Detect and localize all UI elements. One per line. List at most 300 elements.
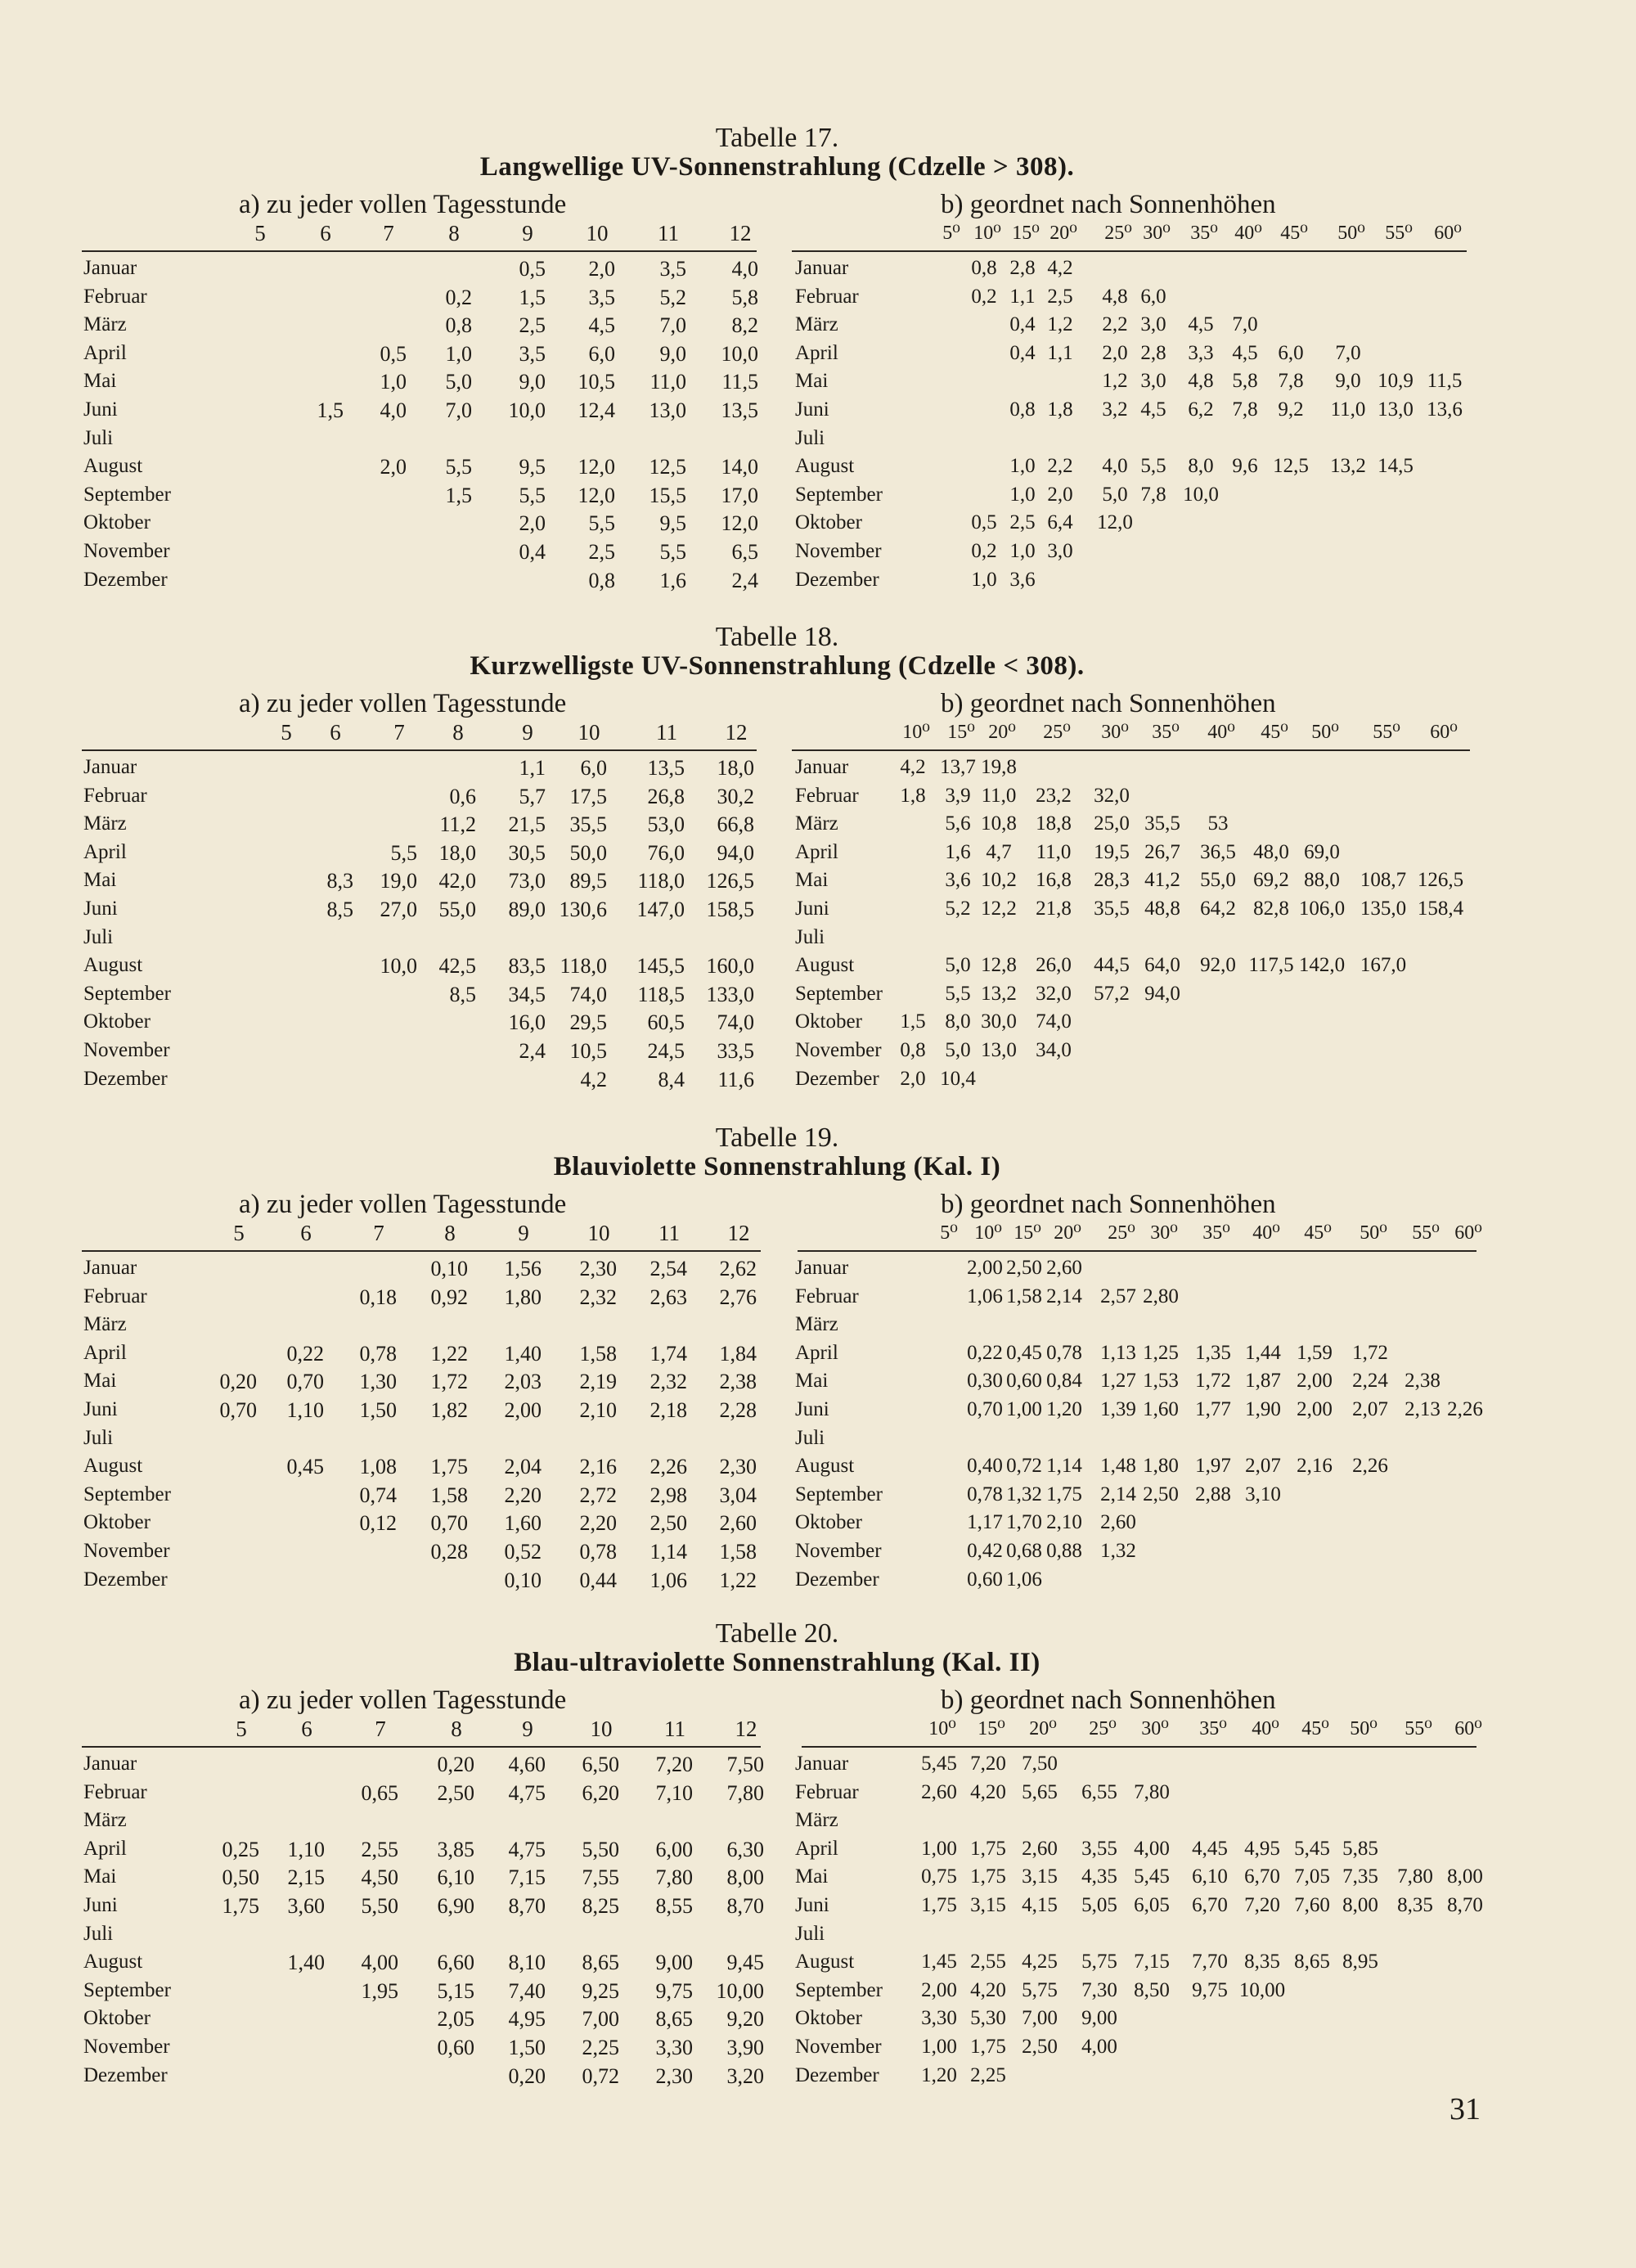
table-cell: 5,5 — [390, 840, 417, 865]
table-cell: 1,13 — [1100, 1341, 1136, 1364]
table-cell: 35,5 — [569, 812, 607, 837]
table-cell: 10,00 — [716, 1978, 764, 2003]
altitude-column-header: 60⁰ — [1454, 1718, 1482, 1739]
month-label-left: Februar — [83, 784, 147, 807]
table-cell: 135,0 — [1360, 898, 1407, 920]
table-cell: 0,92 — [430, 1285, 468, 1309]
table-cell: 5,2 — [945, 898, 971, 920]
table-cell: 118,0 — [560, 954, 607, 979]
month-label-left: November — [83, 1039, 170, 1061]
table-caption: Tabelle 18. — [715, 622, 839, 652]
table-cell: 1,58 — [1006, 1285, 1042, 1307]
table-cell: 18,0 — [438, 840, 476, 865]
month-label-left: Oktober — [83, 2007, 151, 2030]
table-cell: 5,75 — [1081, 1951, 1117, 1973]
table-cell: 4,2 — [580, 1067, 607, 1091]
table-cell: 4,75 — [508, 1780, 546, 1805]
table-cell: 2,00 — [967, 1257, 1003, 1279]
table-cell: 8,95 — [1342, 1951, 1378, 1973]
table-cell: 3,15 — [1022, 1865, 1058, 1888]
table-cell: 53,0 — [647, 812, 685, 837]
month-label-right: Februar — [795, 1780, 859, 1803]
table-cell: 5,5 — [519, 483, 546, 507]
table-cell: 1,08 — [359, 1455, 397, 1479]
table-cell: 4,2 — [1047, 257, 1073, 279]
altitude-column-header: 10⁰ — [973, 223, 1001, 244]
table-cell: 4,60 — [508, 1753, 546, 1776]
month-label-left: März — [83, 1313, 127, 1336]
table-cell: 14,0 — [721, 455, 758, 479]
month-label-left: September — [83, 483, 171, 506]
table-cell: 5,5 — [1140, 455, 1166, 478]
hour-column-header: 7 — [373, 1221, 384, 1245]
table-cell: 0,4 — [1009, 313, 1036, 336]
table-cell: 2,57 — [1100, 1285, 1136, 1307]
month-label-left: August — [83, 455, 143, 478]
month-label-right: Juli — [795, 426, 825, 449]
hour-column-header: 11 — [664, 1717, 685, 1741]
table-cell: 5,85 — [1342, 1837, 1378, 1860]
table-cell: 1,35 — [1195, 1341, 1231, 1364]
table-cell: 8,70 — [1447, 1894, 1483, 1916]
table-cell: 7,15 — [1134, 1951, 1170, 1973]
month-label-right: Juni — [795, 398, 829, 421]
month-label-left: August — [83, 954, 143, 977]
table-cell: 3,2 — [1102, 398, 1128, 421]
table-cell: 4,5 — [1140, 398, 1166, 421]
table-cell: 8,10 — [508, 1951, 546, 1975]
month-label-left: April — [83, 1341, 127, 1364]
table-cell: 4,5 — [588, 313, 615, 338]
table-cell: 1,32 — [1100, 1540, 1136, 1562]
table-cell: 8,5 — [449, 982, 476, 1006]
page-number: 31 — [1449, 2092, 1481, 2126]
table-cell: 30,5 — [508, 840, 546, 865]
table-cell: 2,19 — [579, 1370, 617, 1394]
table-cell: 1,72 — [430, 1370, 468, 1394]
table-cell: 0,78 — [1046, 1341, 1082, 1364]
table-caption: Tabelle 17. — [715, 123, 839, 153]
table-cell: 2,24 — [1352, 1370, 1388, 1393]
table-cell: 2,50 — [1006, 1257, 1042, 1279]
altitude-column-header: 5⁰ — [940, 1222, 958, 1244]
table-cell: 5,45 — [921, 1753, 957, 1775]
table-cell: 13,0 — [649, 398, 686, 422]
table-cell: 133,0 — [706, 982, 754, 1006]
table-cell: 0,6 — [449, 784, 476, 808]
table-cell: 2,18 — [649, 1398, 687, 1422]
table-cell: 5,50 — [582, 1837, 619, 1861]
table-cell: 10,5 — [578, 370, 615, 394]
table-cell: 1,6 — [945, 840, 971, 863]
hour-column-header: 5 — [254, 221, 266, 245]
table-cell: 21,8 — [1036, 898, 1072, 920]
table-cell: 1,6 — [659, 568, 686, 592]
table-cell: 2,03 — [504, 1370, 542, 1394]
table-cell: 2,30 — [579, 1257, 617, 1280]
table-cell: 0,65 — [361, 1780, 398, 1805]
table-cell: 4,7 — [986, 840, 1012, 863]
month-label-left: November — [83, 2036, 170, 2058]
table-cell: 53 — [1207, 812, 1229, 835]
table-cell: 48,0 — [1253, 840, 1289, 863]
table-cell: 0,78 — [967, 1483, 1003, 1505]
table-cell: 1,95 — [361, 1978, 398, 2003]
altitude-column-header: 25⁰ — [1104, 223, 1132, 244]
month-label-left: Mai — [83, 370, 117, 393]
table-cell: 2,4 — [731, 568, 758, 592]
table-cell: 5,8 — [731, 285, 758, 309]
table-cell: 26,7 — [1144, 840, 1180, 863]
table-cell: 6,0 — [1278, 341, 1304, 364]
table-cell: 12,8 — [981, 954, 1017, 977]
table-cell: 8,00 — [1447, 1865, 1483, 1888]
table-cell: 19,5 — [1094, 840, 1130, 863]
hour-column-header: 9 — [522, 720, 533, 745]
table-cell: 1,80 — [1143, 1455, 1179, 1478]
table-cell: 1,90 — [1245, 1398, 1281, 1420]
table-cell: 6,5 — [731, 540, 758, 564]
table-cell: 2,0 — [1047, 483, 1073, 506]
month-label-right: August — [795, 455, 855, 478]
table-cell: 2,5 — [1047, 285, 1073, 308]
table-cell: 10,5 — [569, 1039, 607, 1063]
table-cell: 4,95 — [1244, 1837, 1280, 1860]
table-cell: 1,14 — [649, 1540, 687, 1564]
table-cell: 3,15 — [970, 1894, 1006, 1916]
table-cell: 5,65 — [1022, 1780, 1058, 1803]
table-cell: 27,0 — [380, 898, 417, 921]
table-cell: 8,70 — [726, 1894, 764, 1918]
table-cell: 0,60 — [1006, 1370, 1042, 1393]
table-cell: 7,20 — [655, 1753, 693, 1776]
hour-column-header: 12 — [735, 1717, 757, 1741]
table-cell: 7,8 — [1232, 398, 1258, 421]
table-cell: 8,00 — [726, 1865, 764, 1890]
table-cell: 9,25 — [582, 1978, 619, 2003]
table-cell: 1,1 — [519, 756, 546, 780]
table-cell: 5,45 — [1294, 1837, 1330, 1860]
month-label-left: Juni — [83, 1398, 118, 1420]
month-label-right: Januar — [795, 257, 849, 279]
table-cell: 4,5 — [1232, 341, 1258, 364]
table-cell: 2,05 — [437, 2007, 474, 2032]
table-cell: 2,2 — [1047, 455, 1073, 478]
hour-column-header: 5 — [281, 720, 292, 745]
table-cell: 3,9 — [945, 784, 971, 807]
table-cell: 11,0 — [1036, 840, 1072, 863]
table-cell: 6,50 — [582, 1753, 619, 1776]
table-cell: 7,60 — [1294, 1894, 1330, 1916]
table-cell: 2,98 — [649, 1483, 687, 1507]
table-cell: 2,55 — [361, 1837, 398, 1861]
month-label-left: Februar — [83, 285, 147, 308]
table-cell: 2,30 — [719, 1455, 757, 1479]
table-heading: Kurzwelligste UV-Sonnenstrahlung (Cdzelle < 308). — [470, 651, 1085, 681]
table-cell: 0,78 — [359, 1341, 397, 1366]
table-cell: 5,15 — [437, 1978, 474, 2003]
table-cell: 12,0 — [1097, 511, 1133, 534]
altitude-column-header: 45⁰ — [1301, 1718, 1329, 1739]
month-label-left: Juni — [83, 1894, 118, 1916]
table-cell: 1,50 — [508, 2036, 546, 2059]
table-cell: 10,0 — [721, 341, 758, 366]
right-header-rule — [802, 1746, 1476, 1748]
month-label-left: März — [83, 1809, 127, 1832]
table-cell: 8,55 — [655, 1894, 693, 1918]
table-cell: 6,20 — [582, 1780, 619, 1805]
table-cell: 2,50 — [1022, 2036, 1058, 2058]
table-cell: 7,0 — [659, 313, 686, 338]
table-cell: 1,45 — [921, 1951, 957, 1973]
table-cell: 0,40 — [967, 1455, 1003, 1478]
table-cell: 6,10 — [1192, 1865, 1228, 1888]
table-cell: 7,20 — [970, 1753, 1006, 1775]
hour-column-header: 8 — [452, 720, 464, 745]
table-cell: 2,76 — [719, 1285, 757, 1309]
table-cell: 41,2 — [1144, 869, 1180, 892]
hour-column-header: 11 — [658, 1221, 680, 1245]
table-cell: 1,58 — [719, 1540, 757, 1564]
month-label-left: September — [83, 982, 171, 1005]
table-cell: 3,5 — [659, 257, 686, 281]
table-cell: 4,8 — [1102, 285, 1128, 308]
table-cell: 4,5 — [1188, 313, 1214, 336]
table-cell: 1,2 — [1047, 313, 1073, 336]
table-cell: 34,0 — [1036, 1039, 1072, 1061]
table-cell: 0,8 — [588, 568, 615, 592]
hour-column-header: 6 — [330, 720, 341, 745]
table-cell: 89,5 — [569, 869, 607, 893]
table-cell: 2,8 — [1140, 341, 1166, 364]
month-label-right: Februar — [795, 285, 859, 308]
table-cell: 6,00 — [655, 1837, 693, 1861]
month-label-left: Januar — [83, 1753, 137, 1775]
table-cell: 0,20 — [219, 1370, 257, 1394]
table-cell: 0,70 — [219, 1398, 257, 1422]
table-cell: 48,8 — [1144, 898, 1180, 920]
table-cell: 2,0 — [588, 257, 615, 281]
altitude-column-header: 25⁰ — [1108, 1222, 1135, 1244]
altitude-column-header: 50⁰ — [1360, 1222, 1387, 1244]
month-label-right: Oktober — [795, 2007, 862, 2030]
table-cell: 0,2 — [445, 285, 472, 309]
altitude-column-header: 15⁰ — [947, 722, 975, 743]
month-label-left: Oktober — [83, 511, 151, 534]
table-cell: 64,0 — [1144, 954, 1180, 977]
table-cell: 73,0 — [508, 869, 546, 893]
altitude-column-header: 40⁰ — [1252, 1222, 1280, 1244]
month-label-right: Februar — [795, 1285, 859, 1307]
table-cell: 6,70 — [1244, 1865, 1280, 1888]
table-cell: 0,45 — [286, 1455, 324, 1479]
table-cell: 29,5 — [569, 1010, 607, 1035]
table-cell: 13,5 — [721, 398, 758, 422]
table-cell: 1,2 — [1102, 370, 1128, 393]
table-cell: 1,00 — [921, 1837, 957, 1860]
month-label-left: April — [83, 341, 127, 364]
table-cell: 2,07 — [1352, 1398, 1388, 1420]
table-cell: 126,5 — [706, 869, 754, 893]
left-subtitle: a) zu jeder vollen Tagesstunde — [239, 689, 567, 718]
table-cell: 0,88 — [1046, 1540, 1082, 1562]
table-cell: 1,75 — [970, 1837, 1006, 1860]
table-cell: 147,0 — [636, 898, 685, 921]
table-cell: 8,3 — [326, 869, 353, 893]
table-cell: 118,5 — [637, 982, 685, 1006]
table-cell: 32,0 — [1036, 982, 1072, 1005]
table-cell: 11,5 — [721, 370, 758, 394]
table-cell: 8,2 — [731, 313, 758, 338]
table-cell: 2,4 — [519, 1039, 546, 1063]
table-cell: 1,75 — [970, 1865, 1006, 1888]
table-cell: 16,0 — [508, 1010, 546, 1035]
month-label-right: August — [795, 1951, 855, 1973]
table-cell: 55,0 — [1200, 869, 1236, 892]
table-cell: 2,38 — [719, 1370, 757, 1394]
table-cell: 1,39 — [1100, 1398, 1136, 1420]
altitude-column-header: 50⁰ — [1337, 223, 1365, 244]
table-cell: 2,00 — [1297, 1398, 1333, 1420]
table-cell: 4,20 — [970, 1780, 1006, 1803]
table-cell: 12,4 — [578, 398, 615, 422]
table-cell: 42,0 — [438, 869, 476, 893]
month-label-right: April — [795, 1341, 838, 1364]
table-cell: 1,17 — [967, 1511, 1003, 1534]
table-cell: 8,0 — [945, 1010, 971, 1033]
table-cell: 14,5 — [1378, 455, 1414, 478]
table-cell: 8,70 — [508, 1894, 546, 1918]
month-label-right: August — [795, 1455, 855, 1478]
month-label-right: November — [795, 1039, 882, 1061]
hour-column-header: 10 — [578, 720, 600, 745]
table-cell: 0,44 — [579, 1568, 617, 1592]
table-cell: 11,0 — [649, 370, 686, 394]
table-cell: 6,4 — [1047, 511, 1073, 534]
table-cell: 158,4 — [1417, 898, 1464, 920]
table-cell: 10,00 — [1238, 1978, 1286, 2001]
table-cell: 3,30 — [655, 2036, 693, 2059]
table-cell: 1,5 — [317, 398, 344, 422]
altitude-column-header: 30⁰ — [1150, 1222, 1178, 1244]
table-cell: 1,1 — [1009, 285, 1036, 308]
table-cell: 3,6 — [1009, 568, 1036, 591]
table-cell: 5,75 — [1022, 1978, 1058, 2001]
altitude-column-header: 35⁰ — [1152, 722, 1180, 743]
table-cell: 6,2 — [1188, 398, 1214, 421]
table-cell: 25,0 — [1094, 812, 1130, 835]
altitude-column-header: 55⁰ — [1385, 223, 1413, 244]
month-label-left: Juni — [83, 398, 118, 421]
left-subtitle: a) zu jeder vollen Tagesstunde — [239, 190, 567, 219]
right-header-rule — [798, 1250, 1476, 1252]
table-cell: 18,0 — [717, 756, 754, 780]
table-cell: 3,90 — [726, 2036, 764, 2059]
month-label-left: Juni — [83, 898, 118, 920]
month-label-right: Juni — [795, 1894, 829, 1916]
month-label-right: April — [795, 341, 838, 364]
table-cell: 2,0 — [900, 1067, 926, 1090]
table-cell: 2,0 — [380, 455, 407, 479]
table-cell: 44,5 — [1094, 954, 1130, 977]
table-cell: 12,5 — [649, 455, 686, 479]
hour-column-header: 10 — [587, 1221, 610, 1245]
hour-column-header: 5 — [233, 1221, 245, 1245]
table-cell: 0,72 — [582, 2063, 619, 2088]
hour-column-header: 12 — [727, 1221, 750, 1245]
table-cell: 10,0 — [1183, 483, 1219, 506]
table-cell: 7,05 — [1294, 1865, 1330, 1888]
table-cell: 6,0 — [580, 756, 607, 780]
table-cell: 5,6 — [945, 812, 971, 835]
table-cell: 1,48 — [1100, 1455, 1136, 1478]
month-label-left: September — [83, 1483, 171, 1505]
table-cell: 9,75 — [1192, 1978, 1228, 2001]
altitude-column-header: 45⁰ — [1304, 1222, 1332, 1244]
table-cell: 35,5 — [1144, 812, 1180, 835]
month-label-right: April — [795, 840, 838, 863]
table-cell: 2,60 — [719, 1511, 757, 1536]
table-cell: 4,0 — [1102, 455, 1128, 478]
table-cell: 3,5 — [519, 341, 546, 366]
table-cell: 3,30 — [921, 2007, 957, 2030]
table-cell: 2,32 — [649, 1370, 687, 1394]
table-cell: 66,8 — [717, 812, 754, 837]
month-label-left: Januar — [83, 257, 137, 279]
altitude-column-header: 45⁰ — [1280, 223, 1308, 244]
table-cell: 0,10 — [504, 1568, 542, 1592]
table-cell: 13,0 — [1378, 398, 1414, 421]
table-cell: 1,06 — [649, 1568, 687, 1592]
table-cell: 83,5 — [508, 954, 546, 979]
table-cell: 13,2 — [1330, 455, 1366, 478]
table-cell: 0,50 — [222, 1865, 259, 1890]
month-label-right: September — [795, 982, 883, 1005]
altitude-column-header: 25⁰ — [1043, 722, 1071, 743]
table-cell: 1,20 — [921, 2063, 957, 2086]
table-cell: 7,50 — [726, 1753, 764, 1776]
table-cell: 1,70 — [1006, 1511, 1042, 1534]
table-cell: 8,00 — [1342, 1894, 1378, 1916]
table-cell: 1,75 — [222, 1894, 259, 1918]
hour-column-header: 7 — [375, 1717, 386, 1741]
table-cell: 0,20 — [508, 2063, 546, 2088]
table-cell: 7,0 — [1335, 341, 1361, 364]
table-cell: 1,0 — [971, 568, 997, 591]
table-cell: 9,2 — [1278, 398, 1304, 421]
table-cell: 2,55 — [970, 1951, 1006, 1973]
month-label-right: Januar — [795, 1257, 849, 1279]
altitude-column-header: 20⁰ — [1049, 223, 1077, 244]
table-cell: 6,10 — [437, 1865, 474, 1890]
hour-column-header: 10 — [586, 221, 609, 245]
month-label-left: Oktober — [83, 1511, 151, 1534]
table-cell: 4,45 — [1192, 1837, 1228, 1860]
table-cell: 13,5 — [647, 756, 685, 780]
table-cell: 2,5 — [588, 540, 615, 564]
month-label-left: Juli — [83, 426, 114, 449]
hour-column-header: 5 — [236, 1717, 247, 1741]
table-cell: 0,45 — [1006, 1341, 1042, 1364]
table-cell: 142,0 — [1298, 954, 1346, 977]
table-cell: 2,60 — [1046, 1257, 1082, 1279]
table-heading: Blauviolette Sonnenstrahlung (Kal. I) — [553, 1152, 1001, 1181]
table-cell: 7,00 — [582, 2007, 619, 2032]
table-cell: 7,8 — [1278, 370, 1304, 393]
month-label-left: Juli — [83, 925, 114, 948]
table-cell: 3,0 — [1140, 313, 1166, 336]
table-cell: 2,30 — [655, 2063, 693, 2088]
